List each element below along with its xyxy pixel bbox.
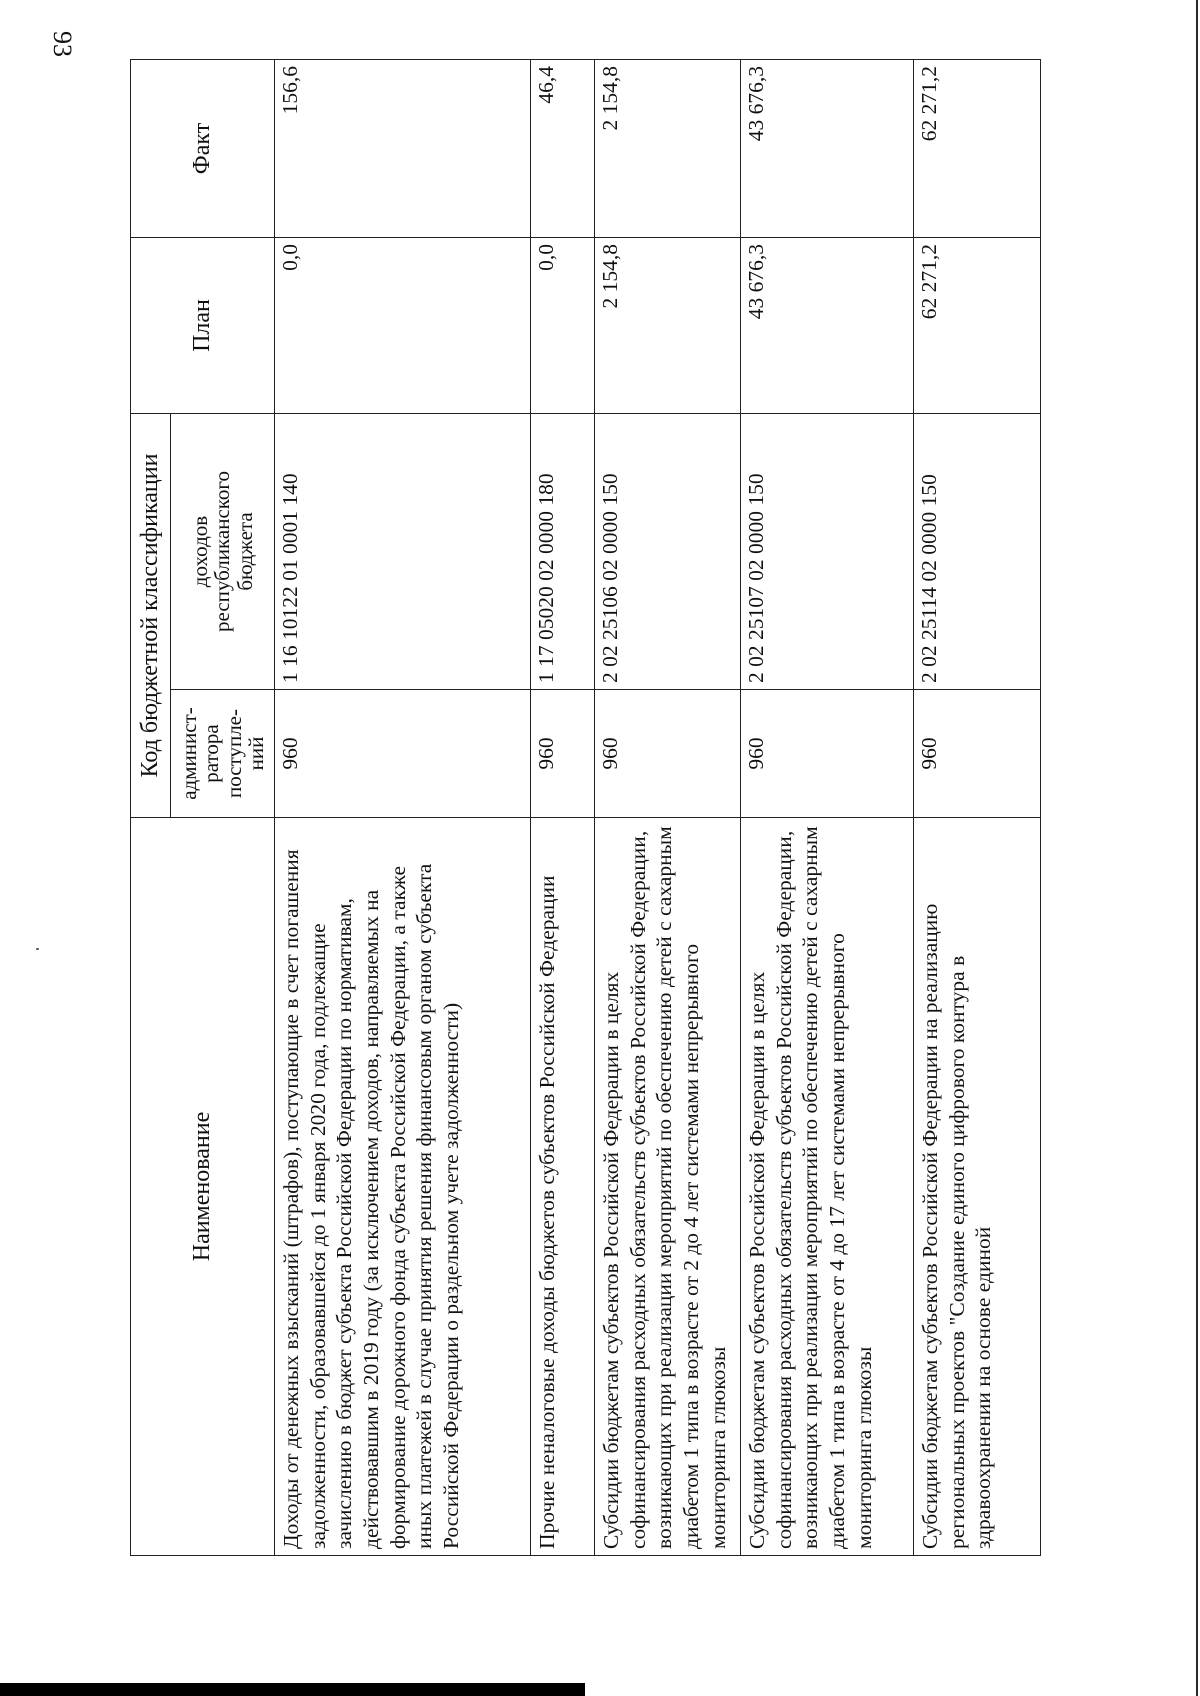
header-income-code: доходов республиканского бюджета [171, 414, 275, 690]
row-income-code: 1 17 05020 02 0000 180 [531, 414, 595, 690]
page-number-wrap [44, 26, 80, 62]
table-row [595, 60, 741, 1556]
header-plan: План [131, 238, 275, 414]
row-income-code: 1 16 10122 01 0001 140 [275, 414, 531, 690]
row-fact: 62 271,2 [914, 60, 1041, 238]
row-income-code: 2 02 25106 02 0000 150 [595, 414, 741, 690]
table-row [741, 60, 914, 1556]
row-plan: 0,0 [275, 238, 531, 414]
row-name: Субсидии бюджетам субъектов Российской Федерации в целях софинансирования расходных обязательств субъектов Российской Федерации, возникающих при реализации мероприятий по обеспечению детей с сахарным диабетом 1 типа в возрасте от 4 до 17 лет системами непрерывного мониторинга глюкозы [741, 818, 914, 1556]
page-number: 93 [48, 31, 77, 57]
row-plan: 2 154,8 [595, 238, 741, 414]
scan-edge-right [1196, 0, 1198, 1696]
row-plan: 62 271,2 [914, 238, 1041, 414]
scan-edge-bottom [0, 1683, 585, 1696]
header-code-group: Код бюджетной классификации [131, 414, 171, 818]
row-admin-code: 960 [275, 690, 531, 818]
table-row [275, 60, 531, 1556]
row-plan: 43 676,3 [741, 238, 914, 414]
budget-table [130, 59, 1041, 1556]
row-income-code: 2 02 25107 02 0000 150 [741, 414, 914, 690]
scan-speck [36, 948, 39, 950]
header-fact: Факт [131, 60, 275, 238]
row-fact: 46,4 [531, 60, 595, 238]
row-fact: 2 154,8 [595, 60, 741, 238]
row-name: Прочие неналоговые доходы бюджетов субъектов Российской Федерации [531, 818, 595, 1556]
row-name: Субсидии бюджетам субъектов Российской Федерации на реализацию региональных проектов "Создание единого цифрового контура в здравоохранении на основе единой [914, 818, 1041, 1556]
row-admin-code: 960 [914, 690, 1041, 818]
row-plan: 0,0 [531, 238, 595, 414]
table-row [914, 60, 1041, 1556]
header-name: Наименование [131, 818, 275, 1556]
header-admin: админист- ратора поступле- ний [171, 690, 275, 818]
row-admin-code: 960 [531, 690, 595, 818]
row-fact: 43 676,3 [741, 60, 914, 238]
row-admin-code: 960 [741, 690, 914, 818]
rotated-table-container [130, 60, 1040, 1556]
row-income-code: 2 02 25114 02 0000 150 [914, 414, 1041, 690]
row-admin-code: 960 [595, 690, 741, 818]
row-name: Доходы от денежных взысканий (штрафов), поступающие в счет погашения задолженности, образовавшейся до 1 января 2020 года, подлежащие зачислению в бюджет субъекта Российской Федерации по нормативам, действовавшим в 2019 году (за исключением доходов, направляемых на формирование дорожного фонда субъекта Российской Федерации, а также иных платежей в случае принятия решения финансовым органом субъекта Российской Федерации о раздельном учете задолженности) [275, 818, 531, 1556]
table-row [531, 60, 595, 1556]
row-name: Субсидии бюджетам субъектов Российской Федерации в целях софинансирования расходных обязательств субъектов Российской Федерации, возникающих при реализации мероприятий по обеспечению детей с сахарным диабетом 1 типа в возрасте от 2 до 4 лет системами непрерывного мониторинга глюкозы [595, 818, 741, 1556]
row-fact: 156,6 [275, 60, 531, 238]
